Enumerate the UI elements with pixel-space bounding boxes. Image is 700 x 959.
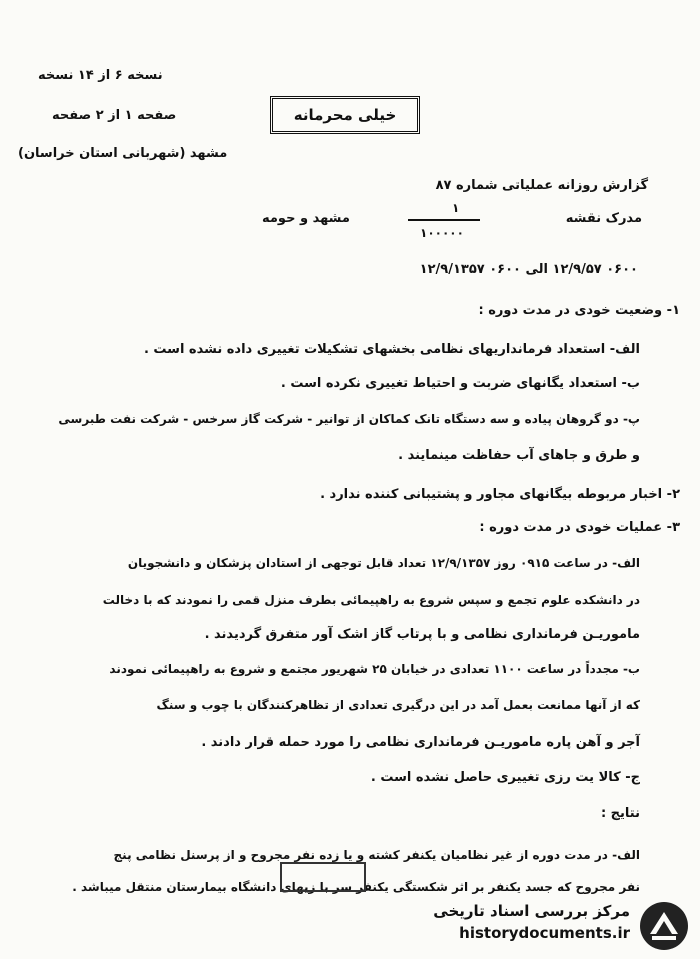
archive-logo-icon (638, 900, 690, 952)
body-line: الف- استعداد فرمانداریهای نظامی بخشهای تشکیلات تغییری داده نشده است . (143, 342, 640, 357)
body-line: ب- استعداد یگانهای ضربت و احتیاط تغییری نکرده است . (280, 376, 640, 391)
body-line: ۳- عملیات خودی در مدت دوره : (479, 520, 680, 535)
body-line: پ- دو گروهان پیاده و سه دستگاه تانک کماکان از توانیر - شرکت گاز سرخس - شرکت نفت طبرسی (58, 412, 640, 426)
copy-number: نسخه ۶ از ۱۴ نسخه (38, 68, 163, 83)
map-scale-divider (408, 219, 480, 221)
report-period: ۰۶۰۰ ۱۲/۹/۵۷ الی ۰۶۰۰ ۱۲/۹/۱۳۵۷ (419, 262, 638, 277)
page-number: صفحه ۱ از ۲ صفحه (52, 108, 177, 123)
body-line: آجر و آهن پاره ماموریـن فرمانداری نظامی را مورد حمله قرار دادند . (201, 735, 640, 750)
map-reference-right: مدرک نقشه (565, 211, 642, 226)
archive-url: historydocuments.ir (459, 924, 630, 942)
body-line: الف- در مدت دوره از غیر نظامیان یکنفر کشته و یا زده نفر مجروح و از پرسنل نظامی پنج (113, 848, 640, 862)
archive-watermark (420, 898, 700, 956)
body-line: نتایج : (600, 806, 640, 821)
body-line: ۲- اخبار مربوطه بیگانهای مجاور و پشتیبانی کننده ندارد . (320, 487, 680, 502)
body-line: و طرق و جاهای آب حفاظت مینمایند . (398, 448, 640, 463)
classification-stamp: خیلی محرمانه (270, 96, 420, 134)
map-scale-numerator: ۱ (452, 201, 460, 215)
map-reference-area: مشهد و حومه (262, 211, 350, 226)
body-line: ب- مجدداً در ساعت ۱۱۰۰ تعدادی در خیابان ۲۵ شهریور مجتمع و شروع به راهپیمائی نمودند (109, 662, 640, 676)
map-scale-denominator: ۱۰۰۰۰۰ (420, 226, 464, 240)
body-line: ج- کالا یت رزی تغییری حاصل نشده است . (370, 770, 640, 785)
body-line: در دانشکده علوم تجمع و سپس شروع به راهپیمائی بطرف منزل قمی را نمودند که با دخالت (102, 593, 640, 607)
body-line: که از آنها ممانعت بعمل آمد در این درگیری تعدادی از تظاهرکنندگان با چوب و سنگ (156, 698, 640, 712)
body-line: ماموریـن فرمانداری نظامی و با پرتاب گاز اشک آور متفرق گردیدند . (204, 627, 640, 642)
archive-name: مرکز بررسی اسناد تاریخی (433, 902, 630, 920)
body-line: ۱- وضعیت خودی در مدت دوره : (478, 303, 680, 318)
report-title: گزارش روزانه عملیاتی شماره ۸۷ (435, 178, 648, 193)
body-line: نفر مجروح که جسد یکنفر بر اثر شکستگی یکنفر سر با زیهای دانشگاه بیمارستان منتقل میباشد . (72, 880, 640, 894)
ink-stamp-box (280, 862, 366, 892)
issuing-office: مشهد (شهربانی استان خراسان) (18, 146, 228, 161)
body-line: الف- در ساعت ۰۹۱۵ روز ۱۲/۹/۱۳۵۷ تعداد قابل توجهی از استادان پزشکان و دانشجویان (127, 556, 640, 570)
